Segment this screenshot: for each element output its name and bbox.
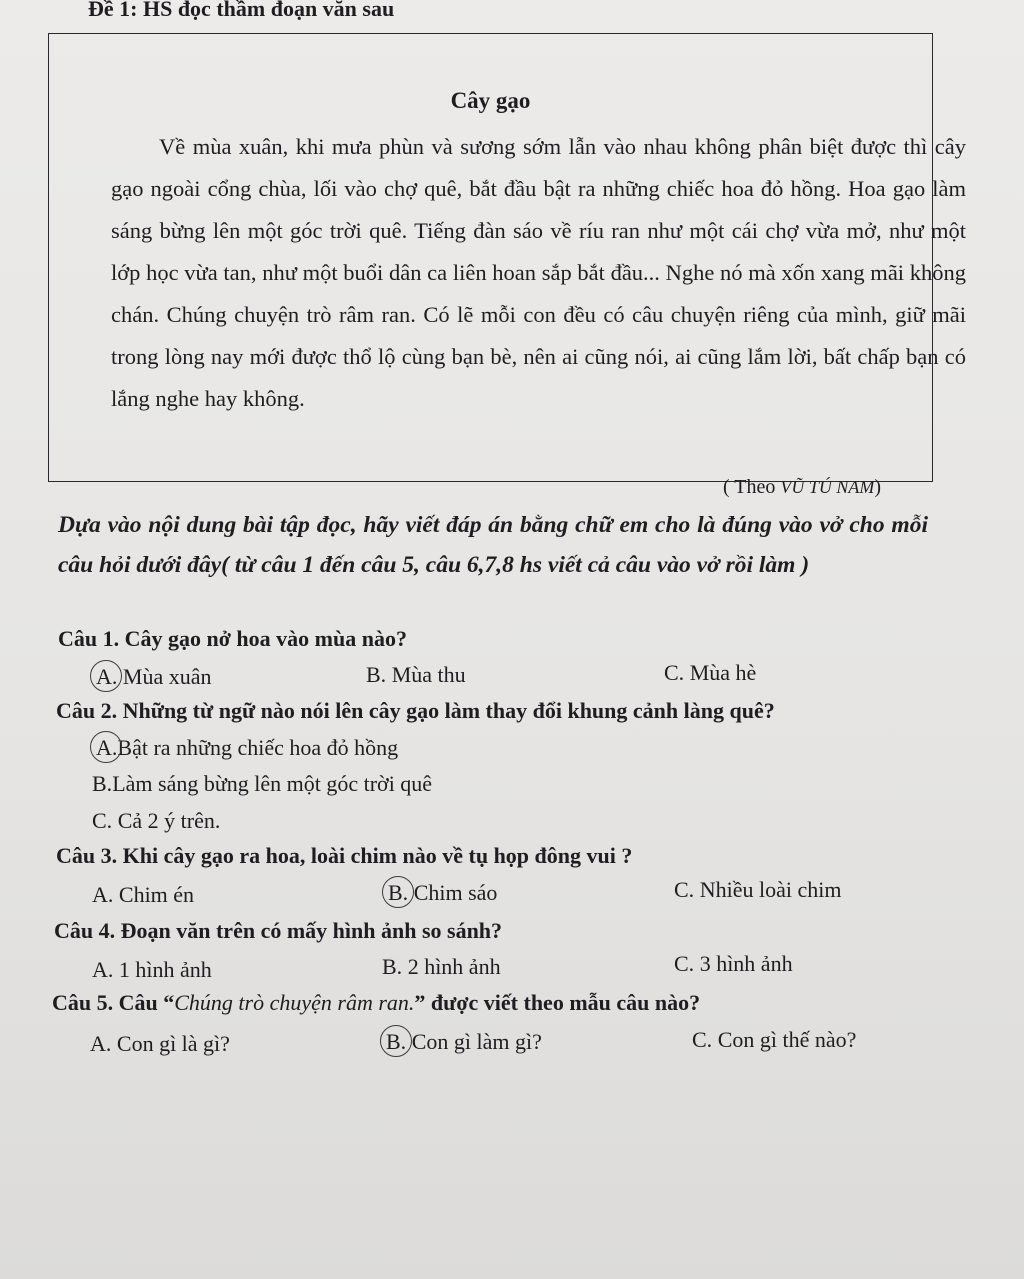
q4-option-c xyxy=(674,951,793,977)
q5-quoted-sentence: Chúng trò chuyện râm ran. xyxy=(174,990,415,1015)
answer-circle-mark: B. xyxy=(388,880,409,905)
q1-option-b-letter: B. xyxy=(366,662,387,687)
q3-option-a-letter: A. xyxy=(92,882,114,907)
q2-option-a xyxy=(96,735,398,761)
q2-option-c-text: Cả 2 ý trên. xyxy=(112,808,221,833)
q3-option-b xyxy=(388,880,497,906)
q5-option-c-text: Con gì thế nào? xyxy=(712,1027,857,1052)
question-4: Câu 4. Đoạn văn trên có mấy hình ảnh so sánh? xyxy=(54,918,503,943)
source-prefix: ( Theo xyxy=(723,476,781,498)
q3-option-c-text: Nhiều loài chim xyxy=(694,877,842,902)
q4-option-a xyxy=(92,957,212,983)
q5-option-a-text: Con gì là gì? xyxy=(111,1031,230,1056)
source-suffix: ) xyxy=(874,476,882,498)
answer-circle-mark: A. xyxy=(96,735,118,760)
passage-paragraph: Về mùa xuân, khi mưa phùn và sương sớm lẫn vào nhau không phân biệt được thì cây gạo ngoài cổng chùa, lối vào chợ quê, bắt đầu bật ra những chiếc hoa đỏ hồng. Hoa gạo làm sáng bừng lên một góc trời quê. Tiếng đàn sáo về ríu ran như một cái chợ vừa mở, như một lớp học vừa tan, như một buổi dân ca liên hoan sắp bắt đầu... Nghe nó mà xốn xang mãi không chán. Chúng chuyện trò râm ran. Có lẽ mỗi con đều có câu chuyện riêng của mình, giữ mãi trong lòng nay mới được thổ lộ cùng bạn bè, nên ai cũng nói, ai cũng lắm lời, bất chấp bạn có lắng nghe hay không. xyxy=(111,134,966,411)
q1-option-c-text: Mùa hè xyxy=(684,660,757,685)
reading-passage-box xyxy=(48,33,966,498)
q4-option-a-letter: A. xyxy=(92,957,114,982)
q5-option-a xyxy=(90,1031,230,1057)
q5-option-c xyxy=(692,1027,856,1053)
q3-option-a-text: Chim én xyxy=(113,882,195,907)
exam-heading: Đề 1: HS đọc thầm đoạn văn sau xyxy=(88,0,395,21)
question-2: Câu 2. Những từ ngữ nào nói lên cây gạo làm thay đổi khung cảnh làng quê? xyxy=(56,698,775,723)
q1-option-b xyxy=(366,662,466,688)
q2-option-b-letter: B. xyxy=(92,771,113,796)
source-author: VŨ TÚ NAM xyxy=(780,477,875,497)
q2-option-b xyxy=(92,771,432,797)
q5-option-b-text: Con gì làm gì? xyxy=(406,1029,542,1054)
question-5 xyxy=(52,990,700,1016)
q2-option-a-text: Bật ra những chiếc hoa đỏ hồng xyxy=(117,735,399,760)
q2-option-c xyxy=(92,808,220,834)
q3-option-c xyxy=(674,877,841,903)
question-1: Câu 1. Cây gạo nở hoa vào mùa nào? xyxy=(58,626,407,651)
q4-option-b-text: 2 hình ảnh xyxy=(402,954,501,979)
q5-option-b xyxy=(386,1029,542,1055)
passage-title: Cây gạo xyxy=(450,88,531,113)
q3-option-a xyxy=(92,882,194,908)
instruction-text: Dựa vào nội dung bài tập đọc, hãy viết đáp án bằng chữ em cho là đúng vào vở cho mỗi câu hỏi dưới đây( từ câu 1 đến câu 5, câu 6,7,8 hs viết cả câu vào vở rồi làm ) xyxy=(58,512,928,578)
question-3: Câu 3. Khi cây gạo ra hoa, loài chim nào về tụ họp đông vui ? xyxy=(56,843,633,868)
q2-option-c-letter: C. xyxy=(92,808,113,833)
q4-option-b-letter: B. xyxy=(382,954,403,979)
q1-option-a xyxy=(96,664,211,690)
q5-option-c-letter: C. xyxy=(692,1027,713,1052)
q1-option-c xyxy=(664,660,756,686)
passage-source xyxy=(723,476,881,499)
q1-option-b-text: Mùa thu xyxy=(386,662,466,687)
q5-suffix: ” được viết theo mẫu câu nào? xyxy=(414,990,701,1015)
answer-circle-mark: A. xyxy=(96,664,118,689)
q2-option-b-text: Làm sáng bừng lên một góc trời quê xyxy=(112,771,433,796)
q4-option-c-text: 3 hình ảnh xyxy=(694,951,793,976)
q3-option-b-text: Chim sáo xyxy=(408,880,498,905)
q1-option-c-letter: C. xyxy=(664,660,685,685)
q4-option-a-text: 1 hình ảnh xyxy=(113,957,212,982)
passage-text xyxy=(111,126,966,420)
answer-circle-mark: B. xyxy=(386,1029,407,1054)
q3-option-c-letter: C. xyxy=(674,877,695,902)
q4-option-c-letter: C. xyxy=(674,951,695,976)
q5-option-a-letter: A. xyxy=(90,1031,112,1056)
q5-prefix: Câu 5. Câu “ xyxy=(52,990,175,1015)
q4-option-b xyxy=(382,954,501,980)
q1-option-a-text: Mùa xuân xyxy=(117,664,212,689)
